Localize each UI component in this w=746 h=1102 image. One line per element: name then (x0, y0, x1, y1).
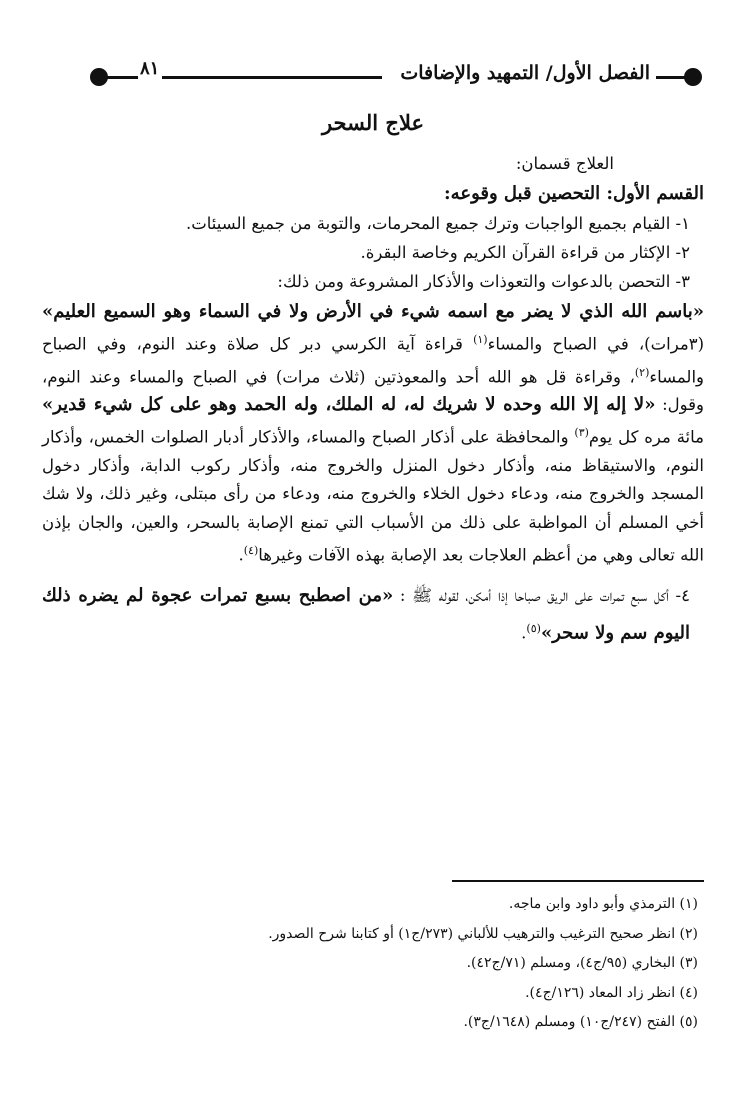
intro-line: العلاج قسمان: (515, 154, 614, 173)
paragraph-text: مائة مره كل يوم (588, 427, 704, 447)
footnote: (٤) انظر زاد المعاد (١٢٦/ج٤). (525, 984, 698, 1001)
quote-tahlil: «لا إله إلا الله وحده لا شريك له، له الملك، وله الحمد وهو على كل شيء قدير» (42, 394, 656, 416)
main-text (42, 150, 704, 650)
footnote-mark: (٣) (574, 426, 589, 440)
footnote: (٣) البخاري (٩٥/ج٤)، ومسلم (٧١/ج٤٢). (466, 955, 698, 971)
footnote: (٢) انظر صحيح الترغيب والترهيب للألباني (٢٧٣/ج١) أو كتابنا شرح الصدور. (268, 925, 698, 942)
left-header-rule (104, 76, 138, 79)
list-item: ١- القيام بجميع الواجبات وترك جميع المحرمات، والتوبة من جميع السيئات. (186, 213, 690, 233)
dhikr-paragraph (42, 298, 704, 570)
page-number: ٨١ (140, 58, 160, 79)
paragraph-text: (٣مرات)، في الصباح والمساء (487, 334, 704, 354)
paragraph-text: قراءة آية الكرسي دبر كل صلاة وعند النوم، وفي الصباح والمساء (42, 334, 704, 386)
footnote: (٥) الفتح (٢٤٧/ج١٠) ومسلم (١٦٤٨/ج٣). (463, 1014, 698, 1030)
footnote-mark: (١) (473, 332, 488, 346)
quote-basmala: «باسم الله الذي لا يضر مع اسمه شيء في الأرض ولا في السماء وهو السميع العليم» (42, 300, 704, 322)
right-ornament-dot (684, 68, 702, 86)
footnote-mark: (٢) (634, 365, 650, 379)
section-heading: القسم الأول: التحصين قبل وقوعه: (444, 182, 704, 204)
quote-dates: «من اصطبح بسبع تمرات عجوة لم يضره ذلك اليوم سم ولا سحر» (42, 585, 690, 644)
list-item: ٢- الإكثار من قراءة القرآن الكريم وخاصة البقرة. (360, 242, 690, 262)
footnotes (58, 890, 698, 1038)
paragraph-text: ، وقراءة قل هو الله أحد والمعوذتين (ثلاث مرات) في الصباح والمساء وعند النوم، وقول: (42, 367, 705, 415)
chapter-title: الفصل الأول/ التمهيد والإضافات (400, 62, 650, 84)
right-header-rule (656, 76, 686, 79)
item-four (42, 579, 704, 650)
middle-header-rule (162, 76, 382, 79)
running-header (90, 56, 702, 96)
list-item: ٣- التحصن بالدعوات والتعوذات والأذكار المشروعة ومن ذلك: (277, 271, 690, 291)
paragraph-text: والمحافظة على أذكار الصباح والمساء، والأذكار أدبار الصلوات الخمس، وأذكار النوم، والاستيقاظ منه، وأذكار دخول المنزل والخروج منه، وأذكار ركوب الدابة، وأذكار دخول المسجد والخروج منه، ودعاء دخول الخلاء والخروج منه، ودعاء من رأى مبتلى، وغير ذلك، ولا شك أخي المسلم أن المواظبة على ذلك من الأسباب التي تمنع الإصابة بالسحر، والعين، والجان بإذن الله تعالى وهي من أعظم العلاجات بعد الإصابة بهذه الآفات وغيرها (42, 427, 704, 565)
paragraph-text: . (238, 545, 244, 565)
footnote-divider (452, 880, 704, 882)
footnote-mark: (٥) (526, 622, 541, 636)
footnote: (١) الترمذي وأبو داود وابن ماجه. (508, 896, 698, 912)
item-four-end: . (521, 623, 527, 643)
item-four-text: ٤- أكل سبع تمرات على الريق صباحا إذا أمكن، لقوله ﷺ : (393, 586, 691, 606)
page-title: علاج السحر (321, 110, 425, 135)
footnote-mark: (٤) (243, 543, 259, 557)
